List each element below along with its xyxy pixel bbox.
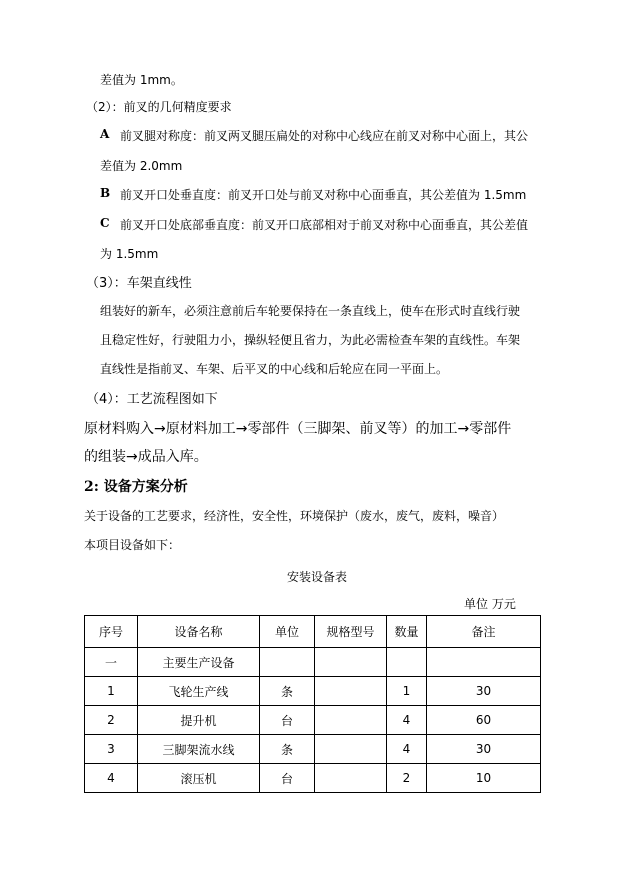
text-line: 直线性是指前叉、车架、后平叉的中心线和后轮应在同一平面上。 (100, 362, 449, 376)
table-cell: 30 (427, 735, 541, 764)
text-line: 前叉开口处垂直度：前叉开口处与前叉对称中心面垂直，其公差值为 1.5mm (120, 188, 527, 202)
table-cell: 4 (387, 706, 427, 735)
table-cell: 主要生产设备 (138, 648, 260, 677)
text-line: 关于设备的工艺要求，经济性，安全性，环境保护（废水，废气，废料，噪音） (84, 509, 505, 523)
table-unit: 单位 万元 (464, 597, 516, 611)
table-title: 安装设备表 (287, 570, 348, 584)
table-header-row (85, 616, 541, 648)
table-cell (315, 648, 387, 677)
item-marker: B (100, 186, 111, 200)
table-cell (315, 764, 387, 793)
item-marker: C (100, 216, 110, 230)
table-row (85, 677, 541, 706)
table-cell (427, 648, 541, 677)
text-line: 为 1.5mm (100, 247, 159, 261)
table-cell: 条 (260, 735, 315, 764)
table-cell: 3 (85, 735, 138, 764)
table-cell: 台 (260, 706, 315, 735)
table-cell: 提升机 (138, 706, 260, 735)
table-cell (315, 677, 387, 706)
item-marker: A (100, 127, 110, 141)
header-cell: 序号 (85, 616, 138, 648)
table-cell: 10 (427, 764, 541, 793)
table-cell: 滚压机 (138, 764, 260, 793)
text-line: 前叉开口处底部垂直度：前叉开口底部相对于前叉对称中心面垂直，其公差值 (120, 218, 529, 232)
table-cell: 台 (260, 764, 315, 793)
table-cell (315, 735, 387, 764)
header-cell: 数量 (387, 616, 427, 648)
table-cell: 60 (427, 706, 541, 735)
section-title: 2: 设备方案分析 (84, 479, 188, 495)
text-line: 原材料购入→原材料加工→零部件（三脚架、前叉等）的加工→零部件 (84, 421, 512, 437)
section-heading: （4）：工艺流程图如下 (86, 392, 218, 407)
equipment-table (84, 615, 541, 793)
section-heading: （2）：前叉的几何精度要求 (86, 100, 232, 114)
table-row (85, 764, 541, 793)
table-cell: 4 (387, 735, 427, 764)
table-cell: 4 (85, 764, 138, 793)
table-cell: 一 (85, 648, 138, 677)
table-cell: 1 (387, 677, 427, 706)
text-line: 本项目设备如下： (84, 538, 181, 552)
table-cell: 1 (85, 677, 138, 706)
table-cell: 30 (427, 677, 541, 706)
header-cell: 设备名称 (138, 616, 260, 648)
text-line: 前叉腿对称度：前叉两叉腿压扁处的对称中心线应在前叉对称中心面上，其公 (120, 129, 529, 143)
section-heading: （3）：车架直线性 (86, 276, 192, 291)
table-cell (315, 706, 387, 735)
text-line: 且稳定性好，行驶阻力小，操纵轻便且省力，为此必需检查车架的直线性。车架 (100, 333, 521, 347)
text-line: 的组装→成品入库。 (84, 449, 208, 465)
table-cell: 2 (387, 764, 427, 793)
table-row (85, 648, 541, 677)
table-row (85, 735, 541, 764)
header-cell: 规格型号 (315, 616, 387, 648)
table-cell: 三脚架流水线 (138, 735, 260, 764)
text-line: 差值为 2.0mm (100, 159, 183, 173)
text-line: 组装好的新车，必须注意前后车轮要保持在一条直线上，使车在形式时直线行驶 (100, 304, 521, 318)
table-cell (260, 648, 315, 677)
text-line: 差值为 1mm。 (100, 73, 183, 87)
table-cell: 2 (85, 706, 138, 735)
table-cell (387, 648, 427, 677)
header-cell: 备注 (427, 616, 541, 648)
header-cell: 单位 (260, 616, 315, 648)
table-row (85, 706, 541, 735)
table-cell: 飞轮生产线 (138, 677, 260, 706)
table-cell: 条 (260, 677, 315, 706)
